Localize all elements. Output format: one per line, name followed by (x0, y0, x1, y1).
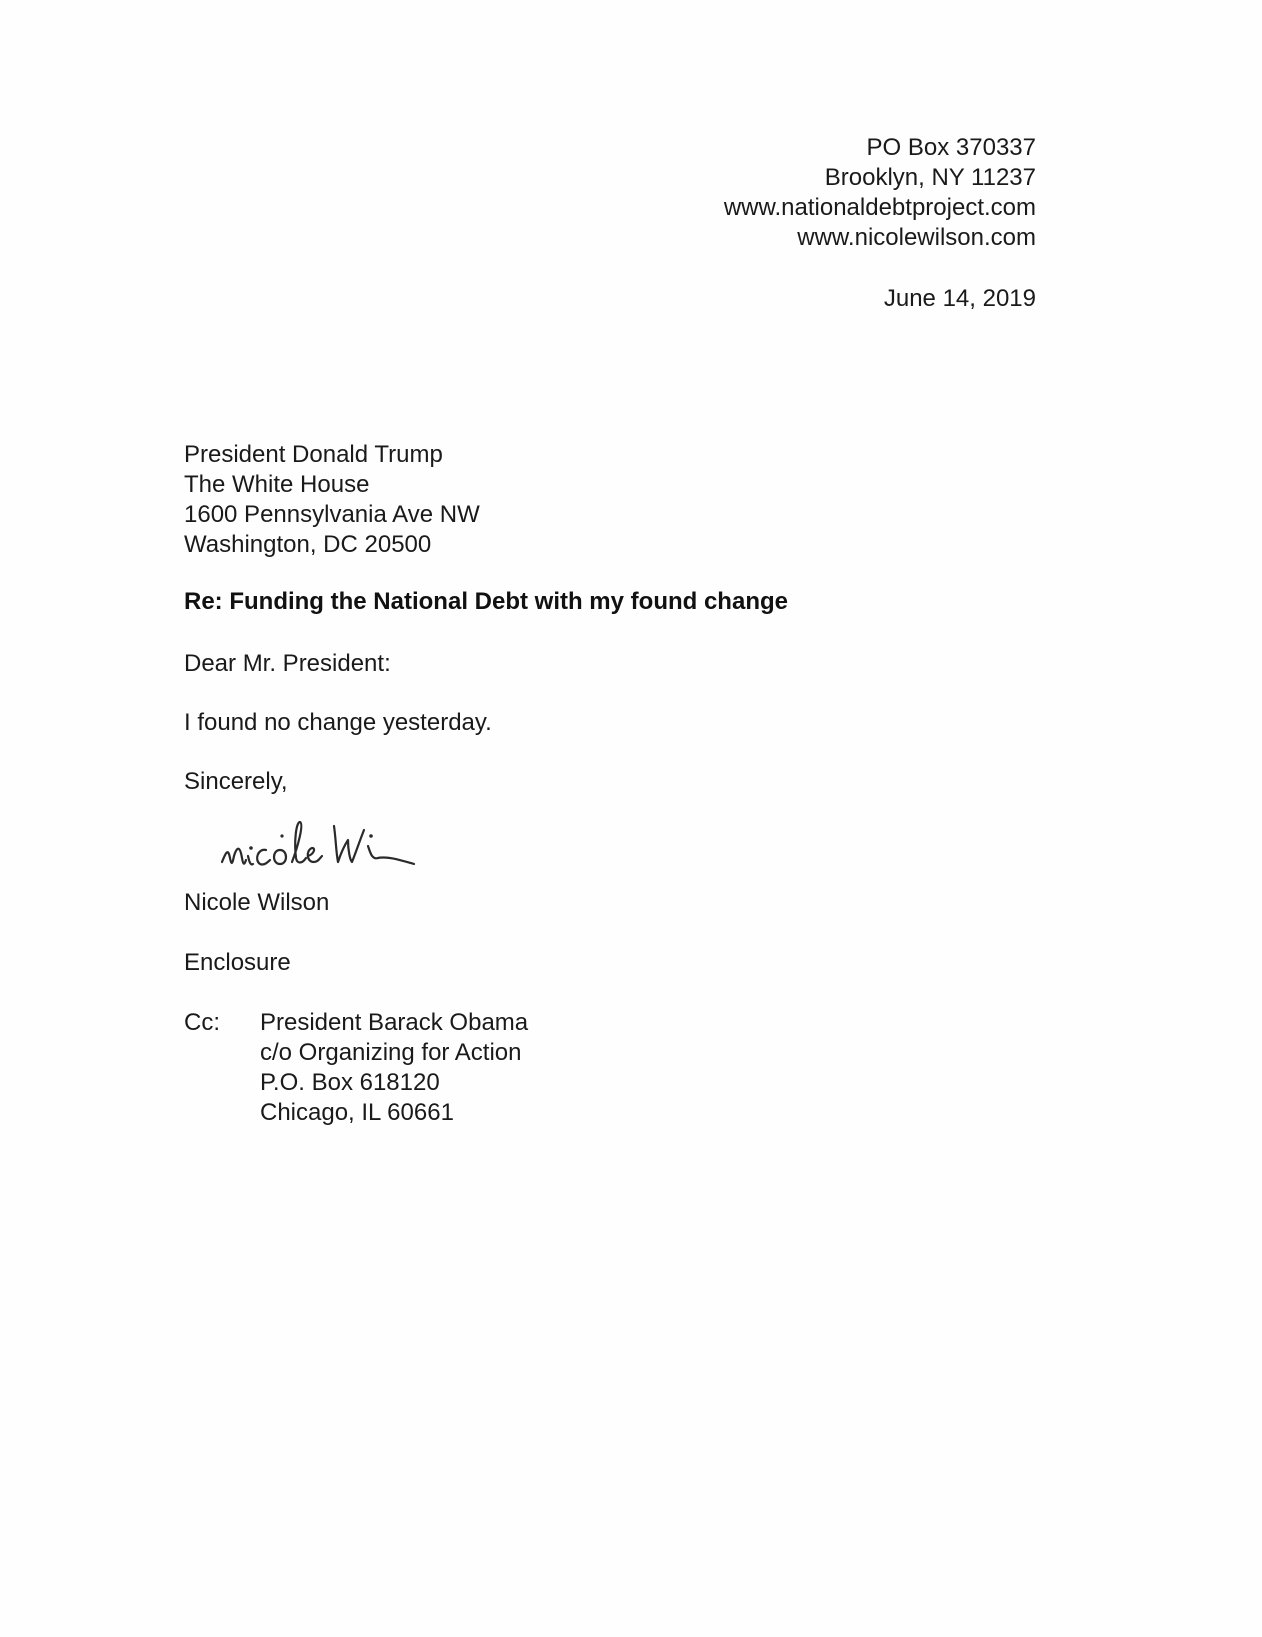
sender-address (724, 133, 1036, 253)
salutation: Dear Mr. President: (184, 650, 391, 677)
recipient-line: 1600 Pennsylvania Ave NW (184, 501, 480, 528)
subject-line: Re: Funding the National Debt with my found change (184, 588, 788, 615)
cc-line: Chicago, IL 60661 (260, 1099, 454, 1126)
handwritten-signature (218, 812, 458, 892)
letter-date: June 14, 2019 (883, 285, 1036, 312)
cc-address (260, 1008, 528, 1128)
recipient-line: The White House (184, 471, 370, 498)
recipient-line: President Donald Trump (184, 441, 443, 468)
signer-name: Nicole Wilson (184, 889, 330, 916)
letter-body: I found no change yesterday. (184, 709, 492, 736)
sender-website: www.nationaldebtproject.com (723, 194, 1036, 221)
cc-line: c/o Organizing for Action (260, 1039, 522, 1066)
cc-line: P.O. Box 618120 (260, 1069, 440, 1096)
sender-line: Brooklyn, NY 11237 (824, 164, 1036, 191)
closing: Sincerely, (184, 768, 288, 795)
enclosure-note: Enclosure (184, 949, 291, 976)
cc-line: President Barack Obama (260, 1009, 529, 1036)
cc-label: Cc: (184, 1009, 220, 1036)
recipient-address (184, 440, 480, 560)
recipient-line: Washington, DC 20500 (184, 531, 432, 558)
sender-website: www.nicolewilson.com (797, 224, 1036, 251)
sender-line: PO Box 370337 (866, 134, 1036, 161)
